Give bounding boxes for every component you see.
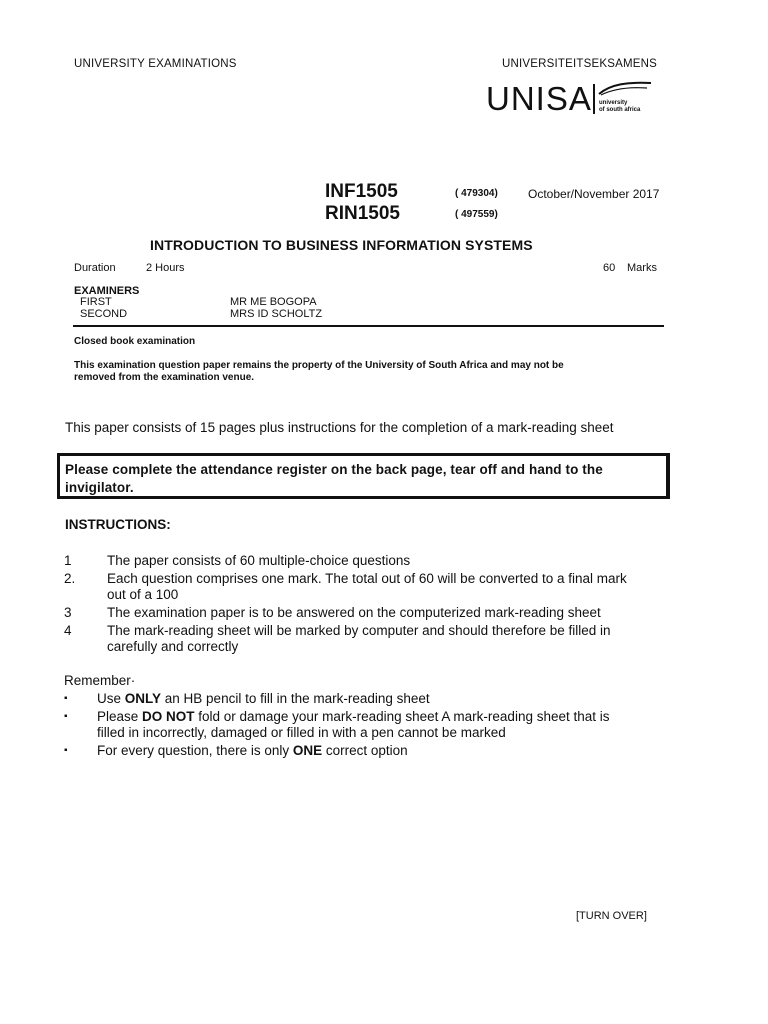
property-note-line-1: This examination question paper remains the property of the University of South Africa and may not be (74, 360, 564, 371)
instruction-text: The mark-reading sheet will be marked by computer and should therefore be filled in (107, 623, 611, 638)
logo-tagline-2: of south africa (599, 107, 641, 113)
pages-statement: This paper consists of 15 pages plus instructions for the completion of a mark-reading sheet (65, 420, 614, 435)
logo-word: UNISA (486, 80, 592, 117)
attendance-line-2: invigilator. (65, 480, 134, 495)
remember-item-2-continued: filled in incorrectly, damaged or filled in with a pen cannot be marked (97, 725, 506, 740)
divider-line (73, 325, 664, 327)
emphasis: ONLY (124, 691, 162, 706)
emphasis: ONE (292, 743, 323, 758)
turn-over-label: [TURN OVER] (576, 910, 647, 922)
remember-item-2 (97, 709, 610, 724)
emphasis: DO NOT (142, 709, 195, 724)
course-number-1: ( 479304) (455, 188, 498, 199)
instruction-text: Each question comprises one mark. The total out of 60 will be converted to a final mark (107, 571, 627, 586)
exam-date: October/November 2017 (528, 187, 660, 201)
instruction-text: The paper consists of 60 multiple-choice questions (107, 553, 411, 568)
bullet-icon: ▪ (64, 711, 68, 722)
second-examiner-name: MRS ID SCHOLTZ (230, 308, 323, 320)
text: correct option (322, 743, 408, 758)
instruction-number: 1 (64, 553, 72, 568)
instruction-number: 3 (64, 605, 72, 620)
closed-book-note: Closed book examination (74, 336, 196, 347)
instruction-number: 2. (64, 571, 76, 586)
header-right: UNIVERSITEITSEKSAMENS (502, 58, 658, 70)
course-number-2: ( 497559) (455, 209, 498, 220)
property-note-line-2: removed from the examination venue. (74, 372, 255, 383)
text: Please (97, 709, 143, 724)
course-code-2: RIN1505 (325, 203, 400, 224)
instructions-heading: INSTRUCTIONS: (65, 517, 171, 532)
bullet-icon: ▪ (64, 693, 68, 704)
bullet-icon: ▪ (64, 745, 68, 756)
text: fold or damage your mark-reading sheet A mark-reading sheet that is (194, 709, 610, 724)
course-code-1: INF1505 (325, 181, 398, 202)
text: an HB pencil to fill in the mark-reading sheet (161, 691, 430, 706)
logo-swoosh-icon (597, 80, 653, 96)
attendance-line-1: Please complete the attendance register on the back page, tear off and hand to the (65, 462, 603, 477)
instruction-text-continued: out of a 100 (107, 587, 179, 602)
marks-label: Marks (627, 262, 657, 274)
first-examiner-name: MR ME BOGOPA (230, 296, 317, 308)
duration-label: Duration (74, 262, 116, 274)
unisa-logo (486, 80, 656, 120)
duration-value: 2 Hours (146, 262, 185, 274)
remember-item-1 (97, 691, 430, 706)
header-left: UNIVERSITY EXAMINATIONS (74, 58, 237, 70)
second-examiner-label: SECOND (80, 308, 128, 320)
instruction-number: 4 (64, 623, 72, 638)
text: Use (97, 691, 125, 706)
examiners-label: EXAMINERS (74, 285, 140, 297)
first-examiner-label: FIRST (80, 296, 112, 308)
logo-tagline-1: university (599, 100, 628, 106)
text: For every question, there is only (97, 743, 293, 758)
attendance-box (57, 453, 670, 499)
course-title: INTRODUCTION TO BUSINESS INFORMATION SYSTEMS (150, 237, 533, 253)
instruction-text-continued: carefully and correctly (107, 639, 239, 654)
logo-divider (593, 84, 595, 114)
remember-heading: Remember· (64, 673, 136, 688)
marks-value: 60 (603, 262, 616, 274)
instruction-text: The examination paper is to be answered on the computerized mark-reading sheet (107, 605, 601, 620)
remember-item-3 (97, 743, 408, 758)
